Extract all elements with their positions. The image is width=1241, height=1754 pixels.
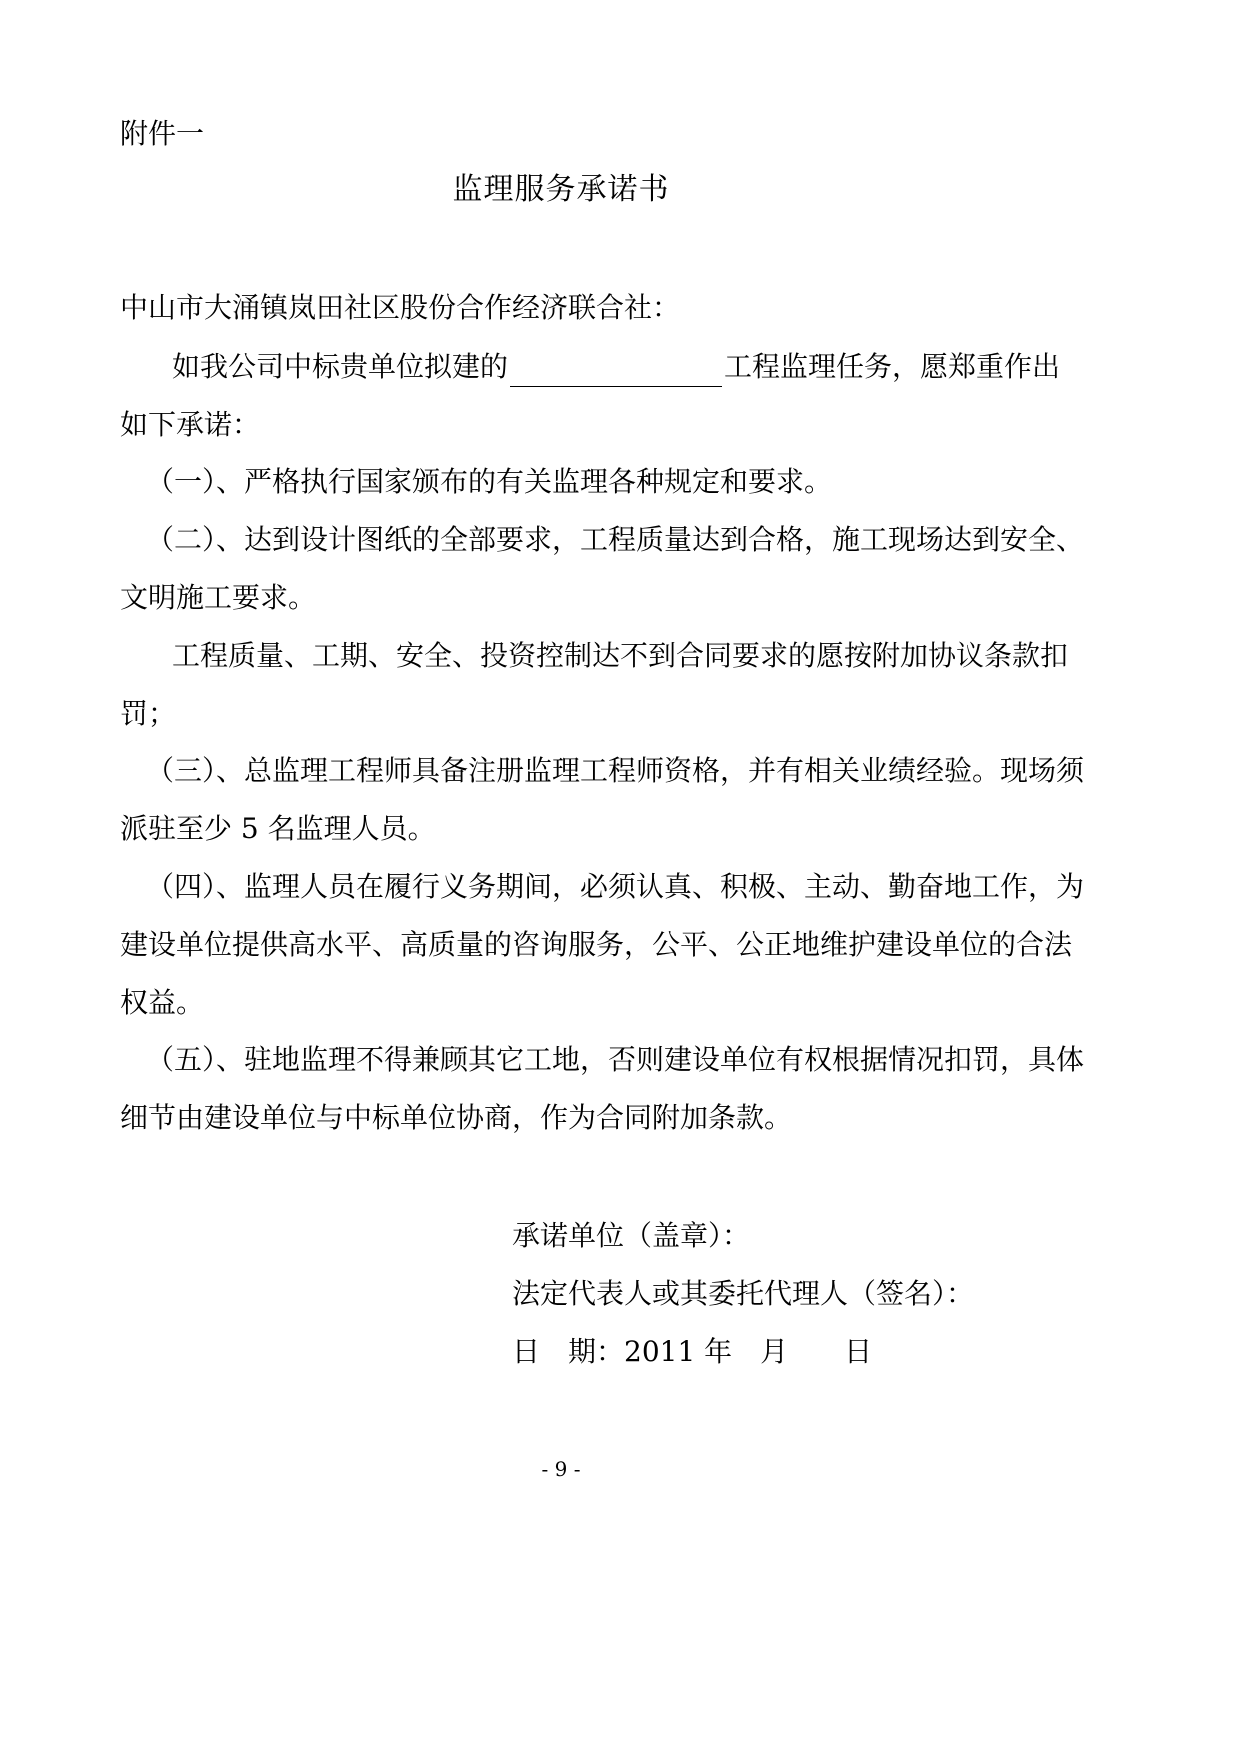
signature-unit: 承诺单位（盖章）： [512, 1219, 751, 1252]
project-name-blank [510, 358, 722, 387]
penalty-line-1: 工程质量、工期、安全、投资控制达不到合同要求的愿按附加协议条款扣 [172, 639, 1069, 672]
intro-line-2: 如下承诺： [120, 408, 261, 441]
page-number: - 9 - [541, 1457, 581, 1481]
item-2-line-1: （二）、达到设计图纸的全部要求，工程质量达到合格，施工现场达到安全、 [146, 523, 1085, 556]
penalty-line-2: 罚； [120, 697, 177, 730]
intro-text-after-blank: 工程监理任务，愿郑重作出 [724, 350, 1061, 383]
intro-text-before-blank: 如我公司中标贵单位拟建的 [172, 350, 509, 383]
item-4-line-3: 权益。 [120, 986, 205, 1019]
intro-line-1 [172, 347, 1060, 387]
item-5-line-1: （五）、驻地监理不得兼顾其它工地，否则建设单位有权根据情况扣罚，具体 [146, 1043, 1085, 1076]
signature-date: 日 期：2011 年 月 日 [512, 1335, 873, 1368]
attachment-label: 附件一 [120, 117, 205, 150]
item-5-line-2: 细节由建设单位与中标单位协商，作为合同附加条款。 [120, 1101, 793, 1134]
item-3-line-2: 派驻至少 5 名监理人员。 [120, 812, 436, 845]
item-4-line-1: （四）、监理人员在履行义务期间，必须认真、积极、主动、勤奋地工作，为 [146, 870, 1085, 903]
document-title: 监理服务承诺书 [452, 172, 670, 207]
item-4-line-2: 建设单位提供高水平、高质量的咨询服务，公平、公正地维护建设单位的合法 [120, 928, 1073, 961]
signature-representative: 法定代表人或其委托代理人（签名）： [512, 1277, 975, 1310]
item-2-line-2: 文明施工要求。 [120, 581, 317, 614]
item-1: （一）、严格执行国家颁布的有关监理各种规定和要求。 [146, 465, 833, 498]
item-3-line-1: （三）、总监理工程师具备注册监理工程师资格，并有相关业绩经验。现场须 [146, 754, 1085, 787]
addressee: 中山市大涌镇岚田社区股份合作经济联合社： [120, 291, 681, 324]
